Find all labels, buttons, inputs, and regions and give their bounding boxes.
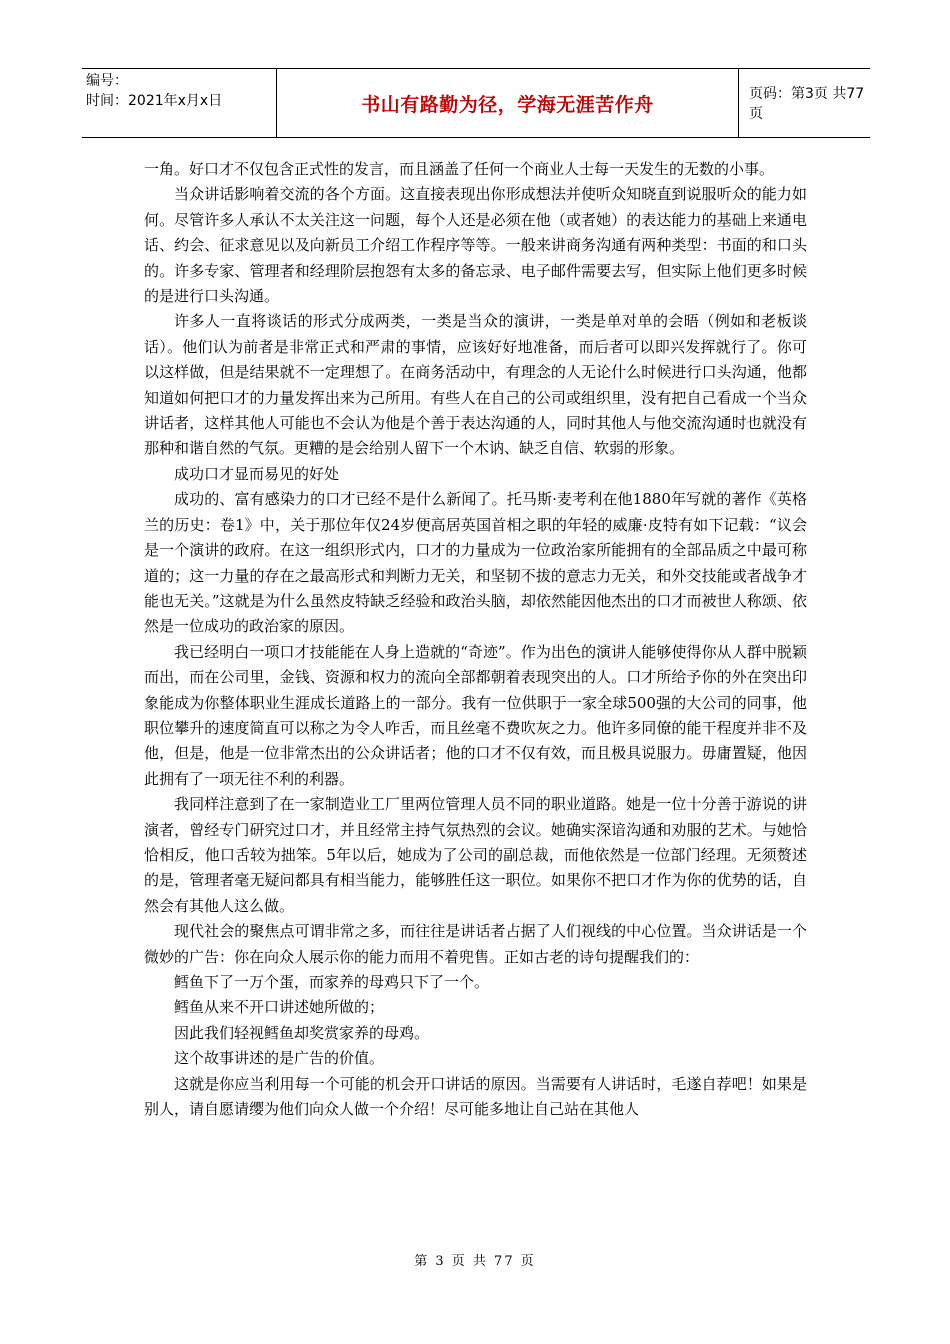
paragraph: 我已经明白一项口才技能能在人身上造就的“奇迹”。作为出色的演讲人能够使得你从人群中脱颖而出，而在公司里，金钱、资源和权力的流向全部都朝着表现突出的人。口才所给予你的外在突出印象能成为你整体职业生涯成长道路上的一部分。我有一位供职于一家全球500强的大公司的同事，他职位攀升的速度简直可以称之为令人咋舌，而且丝毫不费吹灰之力。他许多同僚的能干程度并非不及他，但是，他是一位非常杰出的公众讲话者；他的口才不仅有效，而且极具说服力。毋庸置疑，他因此拥有了一项无往不利的利器。 [144, 642, 807, 788]
header-page-info: 页码：第3页 共77页 [749, 86, 865, 122]
paragraph: 现代社会的聚焦点可谓非常之多，而往往是讲话者占据了人们视线的中心位置。当众讲话是一个微妙的广告：你在向众人展示你的能力而用不着兜售。正如古老的诗句提醒我们的： [144, 922, 807, 966]
paragraph: 我同样注意到了在一家制造业工厂里两位管理人员不同的职业道路。她是一位十分善于游说的讲演者，曾经专门研究过口才，并且经常主持气氛热烈的会议。她确实深谙沟通和劝服的艺术。与她恰恰相反，他口舌较为拙笨。5年以后，她成为了公司的副总裁，而他依然是一位部门经理。无须赘述的是，管理者毫无疑问都具有相当能力，能够胜任这一职位。如果你不把口才作为你的优势的话，自然会有其他人这么做。 [144, 795, 807, 915]
page-footer: 第 3 页 共 77 页 [414, 1254, 536, 1269]
poem-line: 因此我们轻视鳕鱼却奖赏家养的母鸡。 [174, 1023, 430, 1042]
section-heading: 成功口才显而易见的好处 [174, 464, 340, 483]
paragraph: 成功的、富有感染力的口才已经不是什么新闻了。托马斯·麦考利在他1880年写就的著作《英格兰的历史：卷1》中，关于那位年仅24岁便高居英国首相之职的年轻的威廉·皮特有如下记载：“议会是一个演讲的政府。在这一组织形式内，口才的力量成为一位政治家所能拥有的全部品质之中最可称道的；这一力量的存在之最高形式和判断力无关，和坚韧不拔的意志力无关，和外交技能或者战争才能也无关。”这就是为什么虽然皮特缺乏经验和政治头脑，却依然能因他杰出的口才而被世人称颂、依然是一位成功的政治家的原因。 [144, 490, 807, 636]
header-meta [82, 69, 277, 137]
poem-line: 鳕鱼从来不开口讲述她所做的； [174, 998, 385, 1017]
poem-line: 鳕鱼下了一万个蛋，而家养的母鸡只下了一个。 [174, 973, 490, 991]
paragraph: 许多人一直将谈话的形式分成两类，一类是当众的演讲，一类是单对单的会晤（例如和老板谈话）。他们认为前者是非常正式和严肃的事情，应该好好地准备，而后者可以即兴发挥就行了。你可以这样做，但是结果就不一定理想了。在商务活动中，有理念的人无论什么时候进行口头沟通，他都知道如何把口才的力量发挥出来为己所用。有些人在自己的公司或组织里，没有把自己看成一个当众讲话者，这样其他人可能也不会认为他是个善于表达沟通的人，同时其他人与他交流沟通时也就没有那种和谐自然的气氛。更糟的是会给别人留下一个木讷、缺乏自信、软弱的形象。 [144, 312, 807, 458]
document-body [144, 157, 807, 1122]
document-date: 时间：2021年x月x日 [86, 93, 223, 109]
paragraph: 当众讲话影响着交流的各个方面。这直接表现出你形成想法并使听众知晓直到说服听众的能力如何。尽管许多人承认不太关注这一问题，每个人还是必须在他（或者她）的表达能力的基础上来通电话、约会、征求意见以及向新员工介绍工作程序等等。一般来讲商务沟通有两种类型：书面的和口头的。许多专家、管理者和经理阶层抱怨有太多的备忘录、电子邮件需要去写，但实际上他们更多时候的是进行口头沟通。 [144, 185, 807, 306]
page-header [82, 68, 870, 138]
document-number-label: 编号： [86, 73, 128, 89]
header-motto: 书山有路勤为径，学海无涯苦作舟 [277, 69, 739, 137]
paragraph: 这就是你应当利用每一个可能的机会开口讲话的原因。当需要有人讲话时，毛遂自荐吧！如果是别人，请自愿请缨为他们向众人做一个介绍！尽可能多地让自己站在其他人 [144, 1074, 807, 1119]
paragraph: 这个故事讲述的是广告的价值。 [174, 1049, 385, 1068]
paragraph: 一角。好口才不仅包含正式性的发言，而且涵盖了任何一个商业人士每一天发生的无数的小事。 [144, 160, 775, 178]
